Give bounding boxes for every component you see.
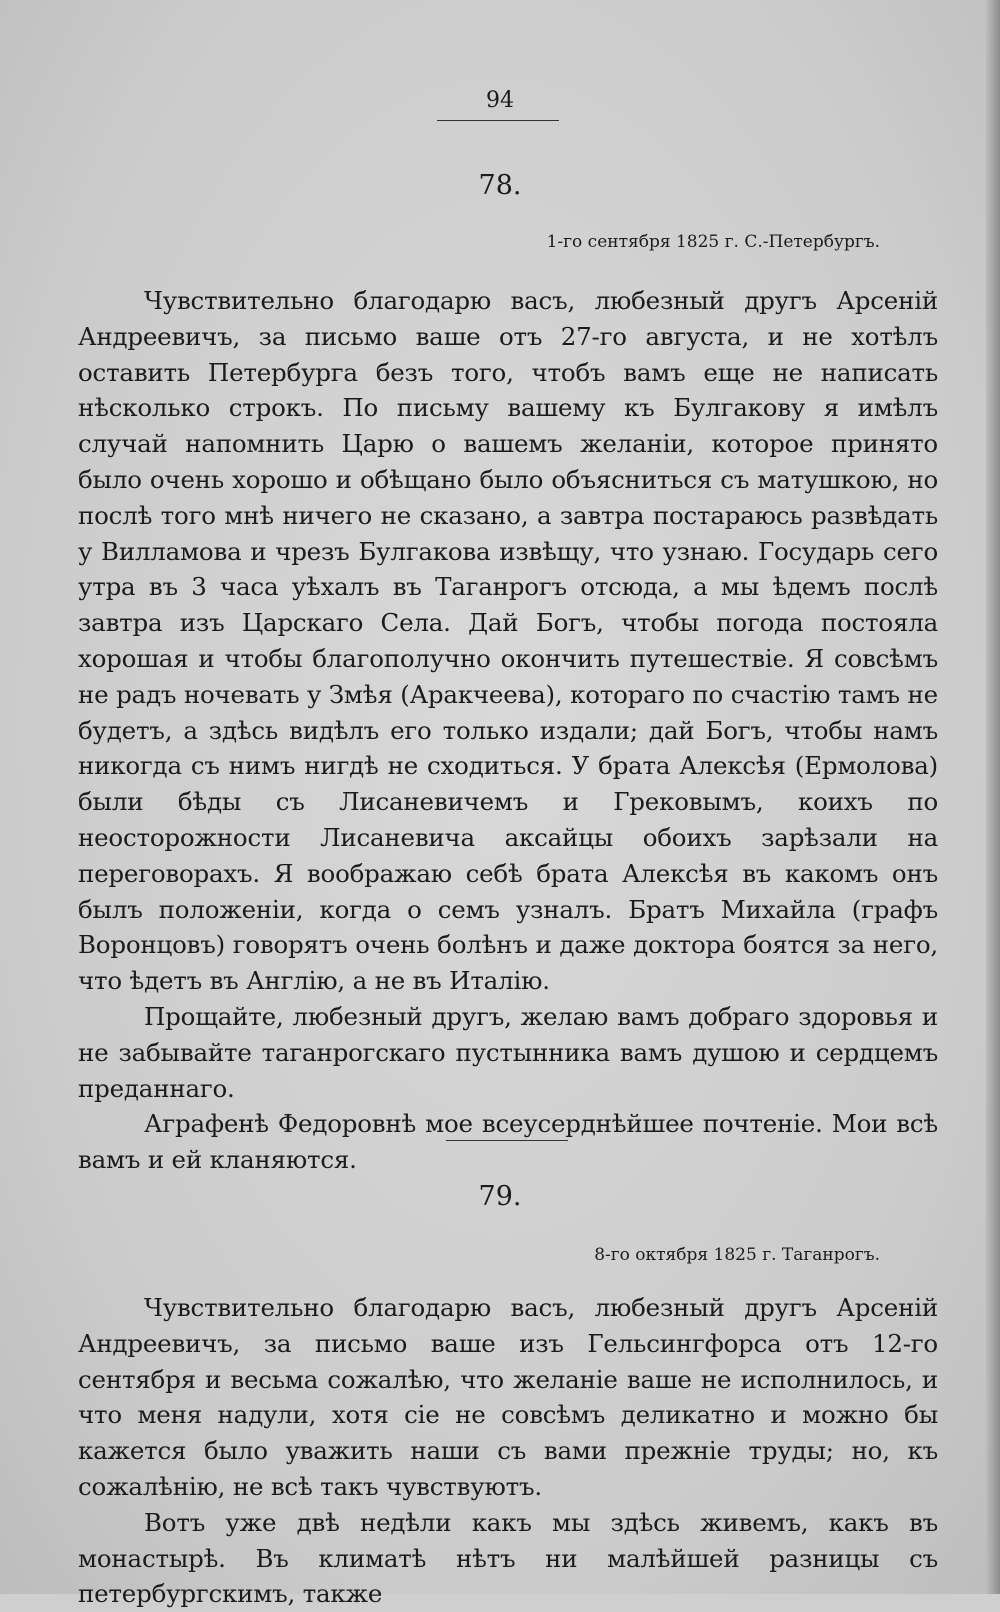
letter-dateline: 8-го октября 1825 г. Таганрогъ. <box>594 1245 880 1265</box>
letter-number: 78. <box>478 170 522 201</box>
letter-paragraph: Аграфенѣ Федоровнѣ мое всеусерднѣйшее почтеніе. Мои всѣ вамъ и ей кланяются. <box>78 1109 938 1175</box>
letter-body <box>78 1290 938 1612</box>
letter-body <box>78 283 938 1178</box>
page-number: 94 <box>486 88 514 113</box>
letter-paragraph: Прощайте, любезный другъ, желаю вамъ добраго здоровья и не забывайте таганрогскаго пустынника вамъ душою и сердцемъ преданнаго. <box>78 1001 938 1103</box>
letter-paragraph: Вотъ уже двѣ недѣли какъ мы здѣсь живемъ, какъ въ монастырѣ. Въ климатѣ нѣтъ ни малѣйшей разницы съ петербургскимъ, также <box>78 1507 938 1609</box>
page-edge-shadow <box>986 0 1000 1594</box>
letter-paragraph: Чувствительно благодарю васъ, любезный другъ Арсеній Андреевичъ, за письмо ваше отъ 27-го августа, и не хотѣлъ оставить Петербурга безъ того, чтобъ вамъ еще не написать нѣсколько строкъ. По письму вашему къ Булгакову я имѣлъ случай напомнить Царю о вашемъ желаніи, которое принято было очень хорошо и обѣщано было объясниться съ матушкою, но послѣ того мнѣ ничего не сказано, а завтра постараюсь развѣдать у Вилламова и чрезъ Булгакова извѣщу, что узнаю. Государь сего утра въ 3 часа уѣхалъ въ Таганрогъ отсюда, а мы ѣдемъ послѣ завтра изъ Царскаго Села. Дай Богъ, чтобы погода постояла хорошая и чтобы благополучно окончить путешествіе. Я совсѣмъ не радъ ночевать у Змѣя (Аракчеева), котораго по счастію тамъ не будетъ, а здѣсь видѣлъ его только издали; дай Богъ, чтобы намъ никогда съ нимъ нигдѣ не сходиться. У брата Алексѣя (Ермолова) были бѣды съ Лисаневичемъ и Грековымъ, коихъ по неосторожности Лисаневича аксайцы обоихъ зарѣзали на переговорахъ. Я воображаю себѣ брата Алексѣя въ какомъ онъ былъ положеніи, когда о семъ узналъ. Братъ Михайла (графъ Воронцовъ) говорятъ очень болѣнъ и даже доктора боятся за него, что ѣдетъ въ Англію, а не въ Италію. <box>78 286 938 996</box>
letter-paragraph: Чувствительно благодарю васъ, любезный другъ Арсеній Андреевичъ, за письмо ваше изъ Гельсингфорса отъ 12-го сентября и весьма сожалѣю, что желаніе ваше не исполнилось, и что меня надули, хотя сіе не совсѣмъ деликатно и можно бы кажется было уважить наши съ вами прежніе труды; но, къ сожалѣнію, не всѣ такъ чувствуютъ. <box>78 1293 938 1501</box>
letter-dateline: 1-го сентября 1825 г. С.-Петербургъ. <box>546 232 880 252</box>
header-rule <box>437 120 559 121</box>
letter-number: 79. <box>478 1181 522 1212</box>
section-divider <box>446 1140 568 1141</box>
